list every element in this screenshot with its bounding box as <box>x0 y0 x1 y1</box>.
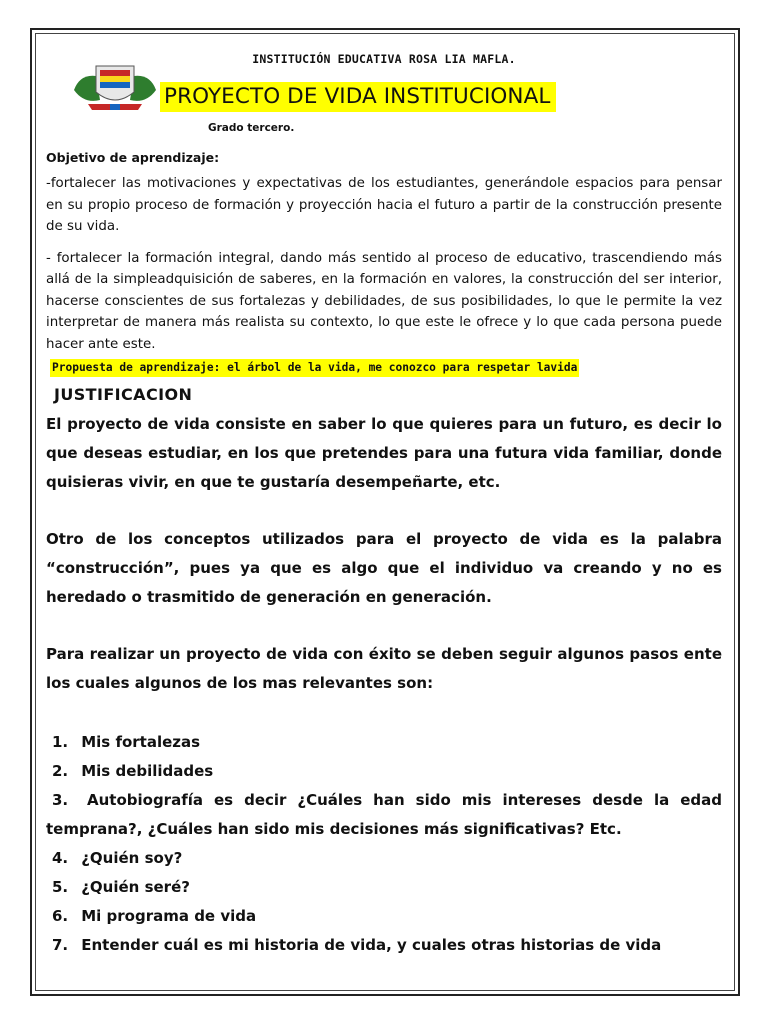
objective-paragraph-2: - fortalecer la formación integral, dando más sentido al proceso de educativo, trascendiendo más allá de la simpleadquisición de saberes, en la formación en valores, la construcción del ser interior, hacerse conscientes de sus fortalezas y debilidades, de sus posibilidades, lo que le permite la vez interpretar de manera más realista su contexto, lo que este le ofrece y lo que cada persona puede hacer ante este. <box>46 250 722 352</box>
list-item-text: Mis fortalezas <box>81 733 201 751</box>
list-item-text: Autobiografía es decir ¿Cuáles han sido mis intereses desde la edad temprana?, ¿Cuáles han sido mis decisiones más significativas? Etc. <box>46 791 722 838</box>
list-item-text: Entender cuál es mi historia de vida, y cuales otras historias de vida <box>81 936 662 954</box>
grade-label: Grado tercero. <box>208 122 295 134</box>
list-item <box>46 757 722 786</box>
justification-heading: JUSTIFICACION <box>54 385 193 404</box>
list-item <box>46 902 722 931</box>
list-item-number: 2. <box>52 762 69 780</box>
list-item-number: 4. <box>52 849 69 867</box>
list-item-text: ¿Quién soy? <box>81 849 183 867</box>
document-body <box>46 48 722 960</box>
list-item-text: Mis debilidades <box>81 762 214 780</box>
list-item-number: 5. <box>52 878 69 896</box>
list-item <box>46 931 722 960</box>
list-item-number: 6. <box>52 907 69 925</box>
title-row <box>46 82 722 112</box>
justification-paragraph-2: Otro de los conceptos utilizados para el proyecto de vida es la palabra “construcción”, pues ya que es algo que el individuo va creando y no es heredado o trasmitido de generación en generación. <box>46 530 722 606</box>
list-item-number: 3. <box>52 791 69 809</box>
proposal-highlight: Propuesta de aprendizaje: el árbol de la vida, me conozco para respetar lavida <box>50 359 579 377</box>
objective-label: Objetivo de aprendizaje: <box>46 150 220 165</box>
list-item-number: 1. <box>52 733 69 751</box>
document-title: PROYECTO DE VIDA INSTITUCIONAL <box>160 82 556 112</box>
objective-paragraph-1: -fortalecer las motivaciones y expectativas de los estudiantes, generándole espacios para pensar en su propio proceso de formación y proyección hacia el futuro a partir de la construcción presente de su vida. <box>46 176 722 234</box>
list-item <box>46 873 722 902</box>
list-item <box>46 728 722 757</box>
justification-paragraph-3: Para realizar un proyecto de vida con éxito se deben seguir algunos pasos ente los cuales algunos de los mas relevantes son: <box>46 645 722 692</box>
justification-paragraph-1: El proyecto de vida consiste en saber lo que quieres para un futuro, es decir lo que deseas estudiar, en los que pretendes para una futura vida familiar, donde quisieras vivir, en que te gustaría desempeñarte, etc. <box>46 415 722 491</box>
list-item-text: ¿Quién seré? <box>81 878 190 896</box>
list-item-text: Mi programa de vida <box>81 907 257 925</box>
list-item-number: 7. <box>52 936 69 954</box>
list-item <box>46 844 722 873</box>
steps-list <box>46 728 722 960</box>
school-name: INSTITUCIÓN EDUCATIVA ROSA LIA MAFLA. <box>252 52 516 66</box>
list-item <box>46 786 722 844</box>
